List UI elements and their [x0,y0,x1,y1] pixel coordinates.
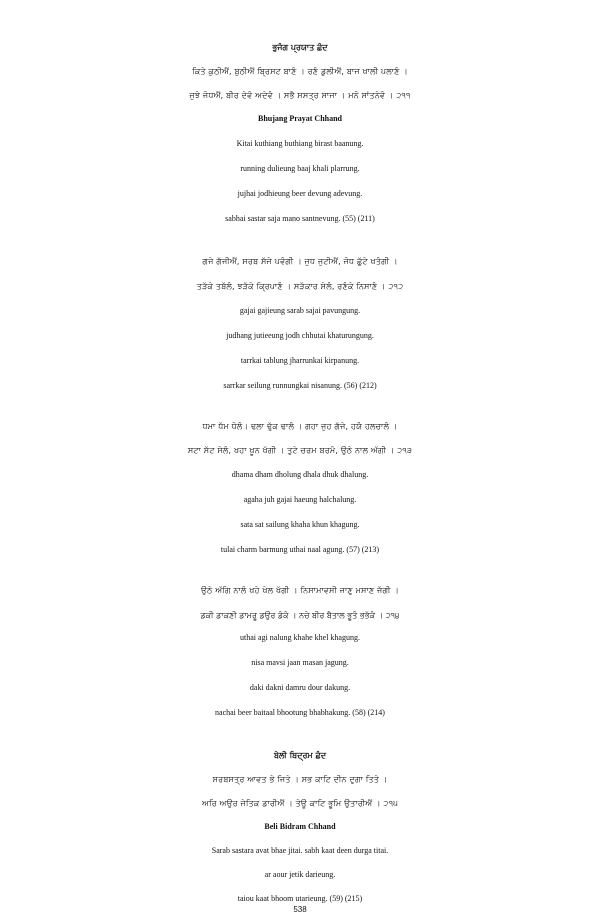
gurmukhi-verse-line: ਗਜੇ ਗੱਜੀਐਂ, ਸਰਬ ਸੱਜੇ ਪਵੰਗੀ । ਜੁਧ ਜੁਟੀਐਂ, ਜੋਧ ਛੁੱਟੇ ਖਤੰਗੀ । [202,257,398,266]
transliteration-line: sata sat sailung khaha khun khagung. [240,520,360,529]
transliteration-line: agaha juh gajai haeung halchalung. [243,495,357,504]
gurmukhi-section-title: ਭੁਜੰਗ ਪ੍ਰਯਾਤ ਛੰਦ [272,43,328,52]
transliteration-line: jujhai jodhieung beer devung adevung. [237,189,363,198]
gurmukhi-verse-line: ਅਰਿ ਅਉਰ ਜੇਤਿਕ ਡਾਰੀਐਂ । ਤੇਊ ਕਾਟਿ ਭੂਮਿ ਉਤਾਰੀਐਂ । ੨੧੫ [201,799,399,808]
transliteration-line: uthai agi nalung khahe khel khagung. [240,633,360,642]
gurmukhi-verse-line: ਡਕੀ ਡਾਕਣੀ ਡਾਮਰੂ ਡਉਰ ਡੰਕੰ । ਨਚੇ ਬੀਰ ਬੈਤਾਲ ਭੂਤੰ ਭਭੱਕੰ । ੨੧੪ [200,611,400,620]
gurmukhi-section-title: ਬੇਲੀ ਬਿਦ੍ਰਮ ਛੰਦ [273,751,326,760]
transliteration-line: daki dakni damru dour dakung. [249,683,351,692]
gurmukhi-verse-line: ਸਟਾ ਸੱਟ ਸੇਲੰ, ਖਹਾ ਖੂਨ ਖੱਗੀ । ਤੁਟੇ ਚਰਮ ਬਰਮੰ, ਉਠੇ ਨਾਲ ਅੱਗੀ । ੨੧੩ [187,446,413,455]
transliteration-line: sabhai sastar saja mano santnevung. (55) (211) [225,214,375,223]
transliteration-line: taiou kaat bhoom utarieung. (59) (215) [237,894,363,903]
gurmukhi-verse-line: ਉਠੇ ਅੱਗਿ ਨਾਲੰ ਖਹੇ ਖੇਲ ਖੱਗੀ । ਨਿਸਾਮਾਵਸੀ ਜਾਣੁ ਮਸਾਣ ਜੱਗੀ । [201,586,399,595]
transliteration-line: gajai gajieung sarab sajai pavungung. [239,306,361,315]
transliteration-line: ar aour jetik darieung. [264,870,336,879]
transliteration-line: Kitai kuthiang buthiang birast baanung. [236,139,364,148]
roman-section-title: Bhujang Prayat Chhand [257,114,343,123]
transliteration-line: dhama dham dholung dhala dhuk dhalung. [231,470,369,479]
gurmukhi-verse-line: ਕਿਤੇ ਕੁਠੀਐਂ, ਬੁਠੀਐਂ ਬ੍ਰਿਸਟ ਬਾਣੰ । ਰਣੰ ਡੁਲੀਐਂ, ਬਾਜ ਖਾਲੀ ਪਲਾਣੰ । [192,67,408,76]
transliteration-line: tarrkai tablung jharrunkai kirpanung. [240,356,360,365]
transliteration-line: Sarab sastara avat bhae jitai. sabh kaat deen durga titai. [211,846,389,855]
gurmukhi-verse-line: ਤੜੱਕੇ ਤਬੱਲੰ, ਝੜੱਕੇ ਕ੍ਰਿਪਾਣੰ । ਸੜੱਕਾਰ ਸੇਲੰ, ਰਣੰਕੇ ਨਿਸਾਣੰ । ੨੧੨ [196,282,404,291]
transliteration-line: judhang jutieeung jodh chhutai khaturungung. [226,331,374,340]
transliteration-line: running dulieung baaj khali plarrung. [240,164,360,173]
transliteration-line: nachai beer baitaal bhootung bhabhakung. (58) (214) [215,708,385,717]
gurmukhi-verse-line: ਧਮਾ ਧੱਮ ਧੋਲੰ। ਢਲਾ ਢੁੱਕ ਢਾਲੰ । ਗਹਾ ਜੁਹ ਗੱਜੇ, ਹਯੰ ਹਲਚਾਲੰ । [202,422,398,431]
gurmukhi-verse-line: ਜੁਝੇ ਜੋਧਐਂ, ਬੀਰ ਦੇਵੰ ਅਦੇਵੰ । ਸਭੈ ਸਸਤ੍ਰ ਸਾਜਾ । ਮਨੋ ਸਾਂਤਨੇਵੰ । ੨੧੧ [189,91,411,100]
page-number: 538 [293,905,307,914]
transliteration-line: nisa mavsi jaan masan jagung. [251,658,349,667]
gurmukhi-verse-line: ਸਰਬਸਤ੍ਰ ਆਵਤ ਭੇ ਜਿਤੇ । ਸਭ ਕਾਟਿ ਦੀਨ ਦੁਗਾ ਤਿਤੇ । [212,775,388,784]
transliteration-line: sarrkar seilung runnungkai nisanung. (56) (212) [223,381,377,390]
roman-section-title: Beli Bidram Chhand [264,822,336,831]
transliteration-line: tulai charm barmung uthai naal agung. (57) (213) [220,545,380,554]
